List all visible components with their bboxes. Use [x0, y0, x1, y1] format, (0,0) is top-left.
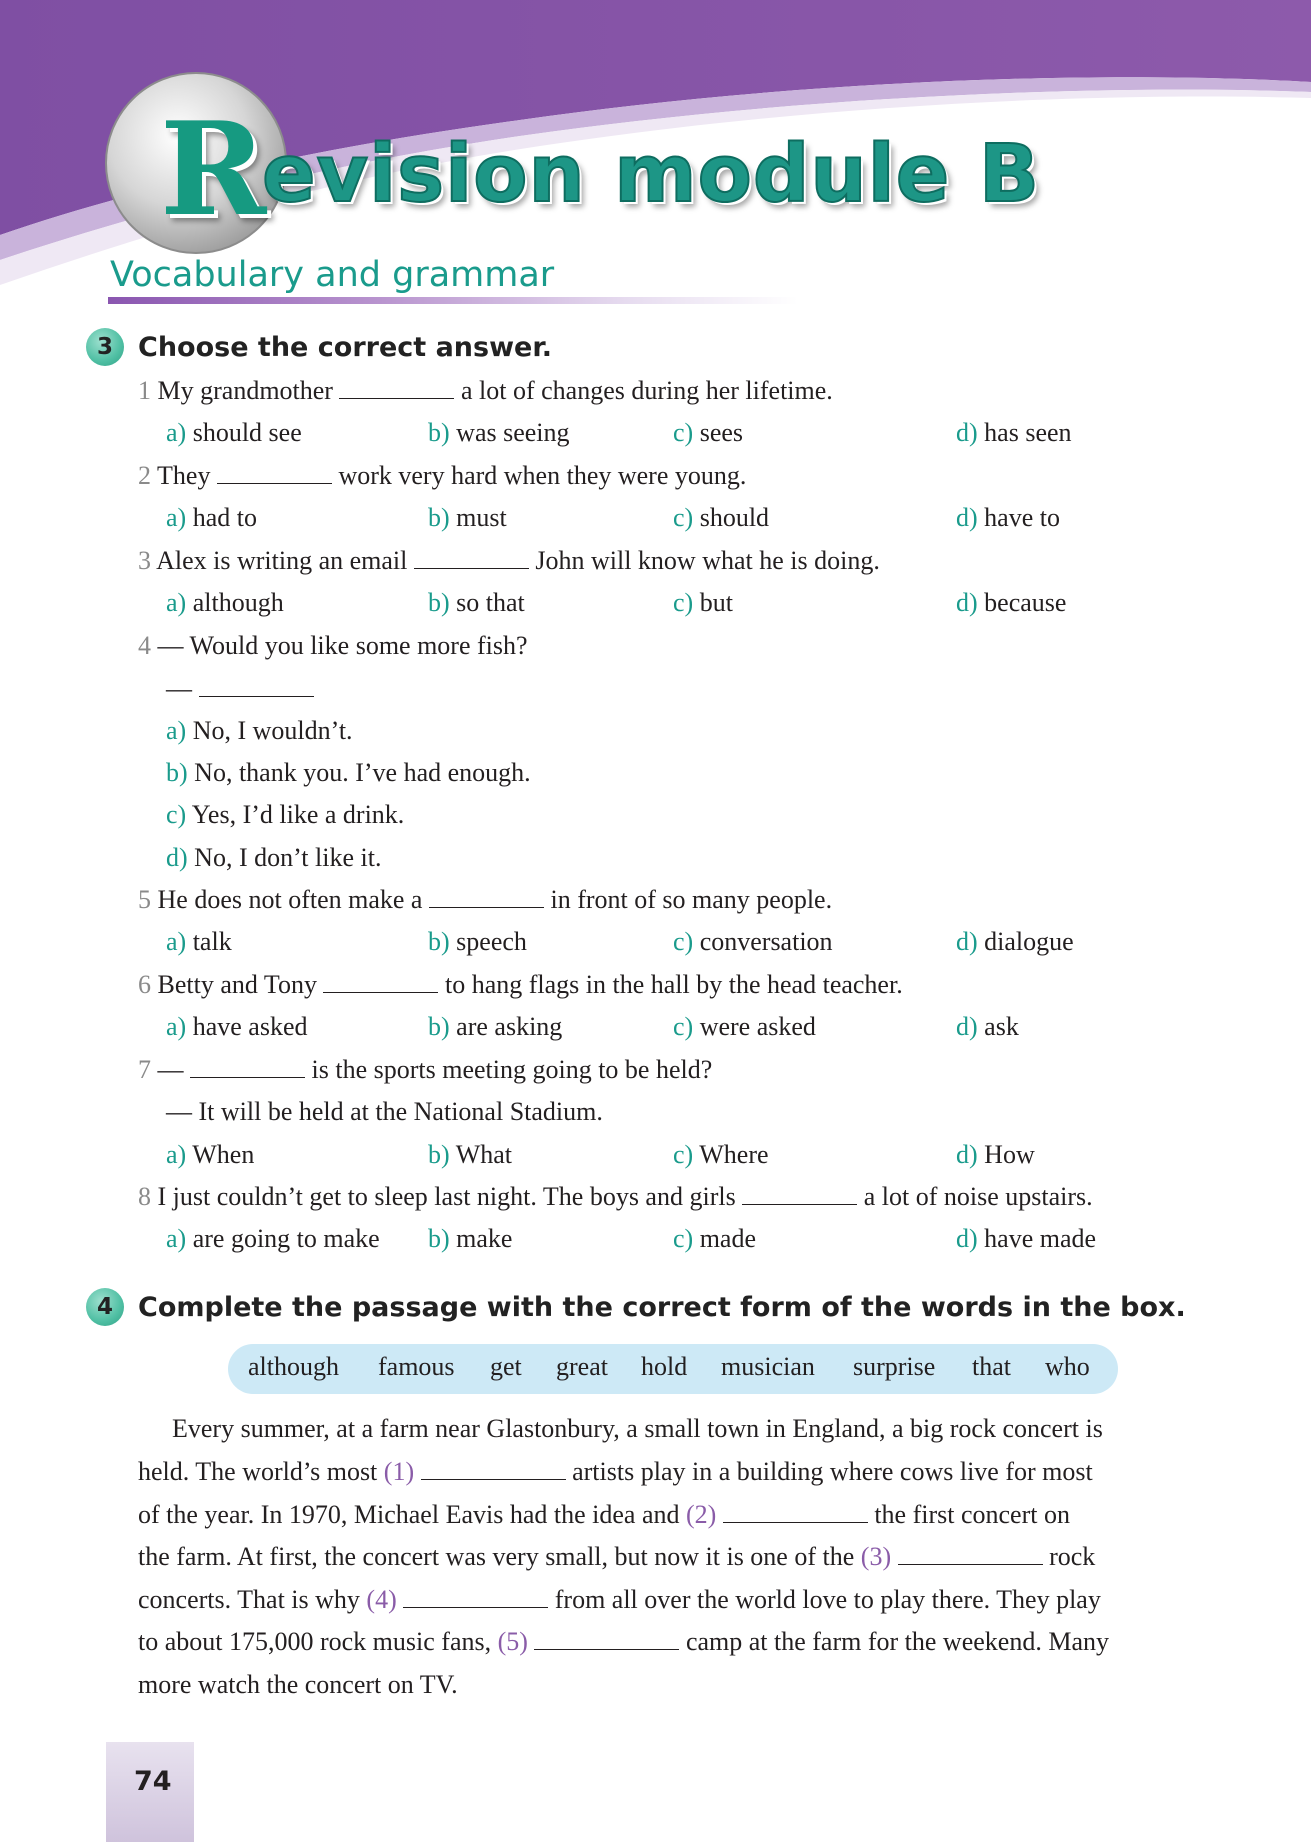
answer-blank[interactable]: [414, 547, 529, 569]
answer-blank[interactable]: [217, 462, 332, 484]
question-number: 4: [138, 631, 151, 660]
question-8: [138, 1182, 1093, 1212]
word-box-item: great: [556, 1352, 608, 1381]
option-d[interactable]: d) dialogue: [956, 927, 1074, 956]
question-text: work very hard when they were young.: [338, 461, 747, 490]
question-text: My grandmother: [157, 376, 333, 405]
passage-line: concerts. That is why (4) from all over the world love to play there. They play: [138, 1585, 1101, 1614]
word-box-item: musician: [721, 1352, 815, 1381]
option-c[interactable]: c) conversation: [673, 927, 833, 956]
answer-blank[interactable]: [429, 886, 544, 908]
section-title: Vocabulary and grammar: [110, 255, 555, 295]
page-number: 74: [134, 1766, 172, 1797]
blank-number: (1): [383, 1457, 415, 1486]
title-initial-letter: R: [160, 95, 267, 245]
option-d[interactable]: d) No, I don’t like it.: [166, 843, 382, 872]
answer-blank[interactable]: [323, 971, 438, 993]
option-a[interactable]: a) When: [166, 1140, 255, 1169]
answer-blank[interactable]: [339, 377, 454, 399]
exercise-number-badge: 4: [86, 1288, 124, 1326]
option-a[interactable]: a) should see: [166, 418, 302, 447]
blank-number: (4): [366, 1585, 397, 1614]
passage-blank[interactable]: [403, 1586, 548, 1608]
word-box-item: although: [248, 1352, 339, 1381]
answer-blank[interactable]: [190, 1056, 305, 1078]
passage-line: held. The world’s most (1) artists play in a building where cows live for most: [138, 1457, 1093, 1486]
blank-number: (5): [497, 1627, 528, 1656]
question-text: They: [157, 461, 211, 490]
question-number: 1: [138, 376, 151, 405]
option-b[interactable]: b) No, thank you. I’ve had enough.: [166, 758, 531, 787]
option-b[interactable]: b) was seeing: [428, 418, 570, 447]
word-box-item: get: [490, 1352, 522, 1381]
question-text: John will know what he is doing.: [535, 546, 880, 575]
blank-number: (3): [860, 1542, 892, 1571]
exercise-3-heading: [86, 328, 552, 366]
question-number: 8: [138, 1182, 151, 1211]
option-d[interactable]: d) ask: [956, 1012, 1019, 1041]
option-b[interactable]: b) What: [428, 1140, 513, 1169]
question-number: 7: [138, 1055, 151, 1084]
question-3: [138, 546, 880, 576]
answer-blank[interactable]: [199, 675, 314, 697]
option-d[interactable]: d) have to: [956, 503, 1060, 532]
passage-blank[interactable]: [898, 1543, 1043, 1565]
passage-blank[interactable]: [534, 1628, 679, 1650]
option-a[interactable]: a) although: [166, 588, 284, 617]
question-text: a lot of noise upstairs.: [863, 1182, 1093, 1211]
word-box-item: who: [1045, 1352, 1090, 1381]
option-a[interactable]: a) talk: [166, 927, 232, 956]
option-c[interactable]: c) sees: [673, 418, 744, 447]
exercise-instruction: Complete the passage with the correct form of the words in the box.: [138, 1291, 1186, 1323]
option-c[interactable]: c) Yes, I’d like a drink.: [166, 800, 405, 829]
question-text: is the sports meeting going to be held?: [311, 1055, 713, 1084]
page-title: evision module B: [262, 128, 1041, 220]
section-underline: [108, 297, 798, 304]
word-box-item: hold: [641, 1352, 688, 1381]
option-d[interactable]: d) because: [956, 588, 1067, 617]
option-b[interactable]: b) so that: [428, 588, 525, 617]
passage-line: the farm. At first, the concert was very small, but now it is one of the (3) rock: [138, 1542, 1096, 1571]
question-7-reply: — It will be held at the National Stadium.: [166, 1097, 603, 1126]
option-d[interactable]: d) How: [956, 1140, 1035, 1169]
question-1: [138, 376, 833, 406]
option-b[interactable]: b) make: [428, 1224, 513, 1253]
question-5: [138, 885, 832, 915]
question-text: — Would you like some more fish?: [157, 631, 528, 660]
option-c[interactable]: c) made: [673, 1224, 757, 1253]
question-2: [138, 461, 746, 491]
option-a[interactable]: a) have asked: [166, 1012, 308, 1041]
word-box-item: famous: [378, 1352, 455, 1381]
question-number: 6: [138, 970, 151, 999]
exercise-4-heading: [86, 1288, 1186, 1326]
option-c[interactable]: c) were asked: [673, 1012, 816, 1041]
question-number: 3: [138, 546, 151, 575]
option-c[interactable]: c) should: [673, 503, 770, 532]
option-b[interactable]: b) speech: [428, 927, 527, 956]
option-b[interactable]: b) are asking: [428, 1012, 563, 1041]
question-text: a lot of changes during her lifetime.: [460, 376, 833, 405]
question-text: Alex is writing an email: [156, 546, 408, 575]
question-text: I just couldn’t get to sleep last night. The boys and girls: [157, 1182, 736, 1211]
question-4-reply: —: [166, 674, 314, 704]
exercise-instruction: Choose the correct answer.: [138, 331, 553, 363]
option-b[interactable]: b) must: [428, 503, 507, 532]
option-a[interactable]: a) are going to make: [166, 1224, 380, 1253]
option-a[interactable]: a) had to: [166, 503, 257, 532]
word-box-item: surprise: [853, 1352, 936, 1381]
option-c[interactable]: c) Where: [673, 1140, 769, 1169]
blank-number: (2): [685, 1500, 717, 1529]
word-box-item: that: [972, 1352, 1011, 1381]
passage-blank[interactable]: [723, 1501, 868, 1523]
question-number: 2: [138, 461, 151, 490]
passage-line: Every summer, at a farm near Glastonbury, a small town in England, a big rock concert is: [172, 1414, 1103, 1443]
question-text: in front of so many people.: [550, 885, 833, 914]
passage-blank[interactable]: [421, 1458, 566, 1480]
question-text: He does not often make a: [157, 885, 423, 914]
question-text: to hang flags in the hall by the head teacher.: [444, 970, 903, 999]
question-7: 7 — is the sports meeting going to be held?: [138, 1055, 713, 1084]
exercise-number-badge: 3: [86, 328, 124, 366]
passage-line: to about 175,000 rock music fans, (5) camp at the farm for the weekend. Many: [138, 1627, 1109, 1656]
question-number: 5: [138, 885, 151, 914]
question-text: Betty and Tony: [157, 970, 317, 999]
question-4: [138, 631, 528, 661]
passage-line: of the year. In 1970, Michael Eavis had the idea and (2) the first concert on: [138, 1500, 1070, 1529]
option-d[interactable]: d) have made: [956, 1224, 1097, 1253]
question-6: [138, 970, 903, 1000]
option-c[interactable]: c) but: [673, 588, 733, 617]
answer-blank[interactable]: [742, 1183, 857, 1205]
option-d[interactable]: d) has seen: [956, 418, 1072, 447]
passage-line: more watch the concert on TV.: [138, 1670, 458, 1699]
option-a[interactable]: a) No, I wouldn’t.: [166, 716, 353, 745]
